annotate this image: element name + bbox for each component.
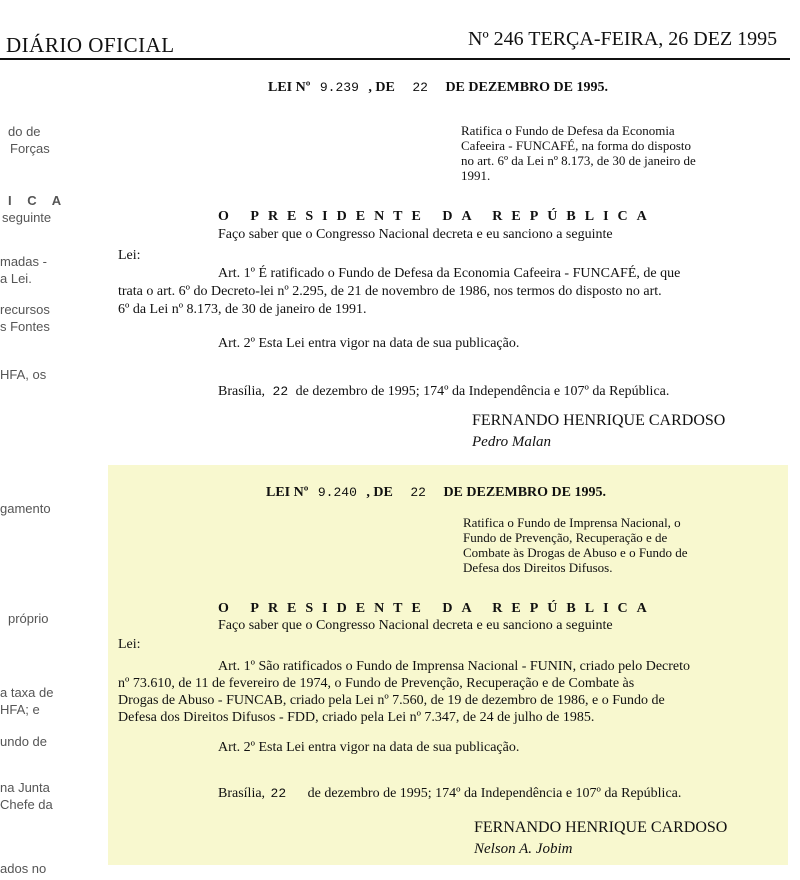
left-text-fragment: do de [8,124,41,139]
left-text-fragment: I C A [8,193,68,208]
newspaper-title: DIÁRIO OFICIAL [6,33,175,57]
left-text-fragment: madas - [0,254,47,269]
summary-line: no art. 6º da Lei nº 8.173, de 30 de janeiro de [461,153,696,168]
left-text-fragment: s Fontes [0,319,50,334]
law1-place-date [218,384,669,400]
law1-de: , DE [368,80,395,95]
place: Brasília, [218,786,266,801]
law1-date: DE DEZEMBRO DE 1995. [445,80,609,95]
left-text-fragment: Chefe da [0,797,53,812]
art-line: Drogas de Abuso - FUNCAB, criado pela Lei nº 7.560, de 19 de dezembro de 1986, e o Fundo de [118,693,665,708]
law2-presidente: O PRESIDENTE DA REPÚBLICA [218,601,656,616]
left-text-fragment: ados no [0,861,47,876]
law1-signature: FERNANDO HENRIQUE CARDOSO [472,412,726,429]
law2-date: DE DEZEMBRO DE 1995. [443,485,607,500]
law1-art2: Art. 2º Esta Lei entra vigor na data de sua publicação. [218,336,520,351]
place-rest: de dezembro de 1995; 174º da Independência e 107º da República. [307,786,682,801]
law1-day: 22 [412,80,428,95]
law2-label: LEI Nº [266,485,309,500]
art-line: 6º da Lei nº 8.173, de 30 de janeiro de 1991. [118,302,367,317]
summary-line: 1991. [461,168,491,183]
left-text-fragment: undo de [0,734,47,749]
left-text-fragment: a Lei. [0,271,32,286]
law1-minister: Pedro Malan [472,434,552,450]
law1-summary [461,123,696,183]
law1-number: 9.239 [319,80,359,95]
law1-label: LEI Nº [268,80,311,95]
art-line: Defesa dos Direitos Difusos - FDD, criado pela Lei nº 7.347, de 24 de julho de 1985. [118,710,595,725]
issue-info: Nº 246 TERÇA-FEIRA, 26 DEZ 1995 [468,28,778,50]
left-text-fragment: gamento [0,501,51,516]
law2-lei: Lei: [118,637,141,652]
left-text-fragment: Forças [10,141,50,156]
header-divider [0,58,790,60]
left-text-fragment: na Junta [0,780,50,795]
law1-presidente: O PRESIDENTE DA REPÚBLICA [218,209,656,224]
place-day: 22 [270,786,287,801]
left-text-fragment: seguinte [2,210,52,225]
law2-title [266,485,606,501]
art-line: Art. 1º É ratificado o Fundo de Defesa da Economia Cafeeira - FUNCAFÉ, de que [218,266,681,281]
law2-de: , DE [366,485,393,500]
law2-decree-line: Faço saber que o Congresso Nacional decreta e eu sanciono a seguinte [218,618,613,633]
law2-minister: Nelson A. Jobim [474,841,573,857]
law2-number: 9.240 [317,485,357,500]
place-rest: de dezembro de 1995; 174º da Independência e 107º da República. [295,384,670,399]
summary-line: Combate às Drogas de Abuso e o Fundo de [463,545,688,560]
law2-summary [463,515,688,575]
left-text-fragment: recursos [0,302,50,317]
summary-line: Ratifica o Fundo de Imprensa Nacional, o [463,515,681,530]
left-text-fragment: próprio [8,611,49,626]
left-text-fragment: HFA; e [0,702,40,717]
law1-title [268,80,608,96]
art-line: nº 73.610, de 11 de fevereiro de 1974, o Fundo de Prevenção, Recuperação e de Combate às [118,676,635,691]
law2-signature: FERNANDO HENRIQUE CARDOSO [474,819,728,836]
law2-art1 [118,658,690,726]
law1-lei: Lei: [118,248,141,263]
art-line: Art. 1º São ratificados o Fundo de Imprensa Nacional - FUNIN, criado pelo Decreto [218,659,691,674]
summary-line: Cafeeira - FUNCAFÉ, na forma do disposto [461,138,691,153]
summary-line: Fundo de Prevenção, Recuperação e de [463,530,668,545]
law2-day: 22 [410,485,426,500]
place: Brasília, [218,384,266,399]
summary-line: Defesa dos Direitos Difusos. [463,560,613,575]
art-line: trata o art. 6º do Decreto-lei nº 2.295, de 21 de novembro de 1986, nos termos do disposto no art. [118,284,662,299]
law2-art2: Art. 2º Esta Lei entra vigor na data de sua publicação. [218,740,520,755]
summary-line: Ratifica o Fundo de Defesa da Economia [461,123,675,138]
place-day: 22 [272,384,289,399]
left-text-fragment: HFA, os [0,367,47,382]
left-text-fragment: a taxa de [0,685,54,700]
law2-place-date [218,786,681,802]
law1-art1 [118,265,680,319]
law1-decree-line: Faço saber que o Congresso Nacional decreta e eu sanciono a seguinte [218,227,613,242]
